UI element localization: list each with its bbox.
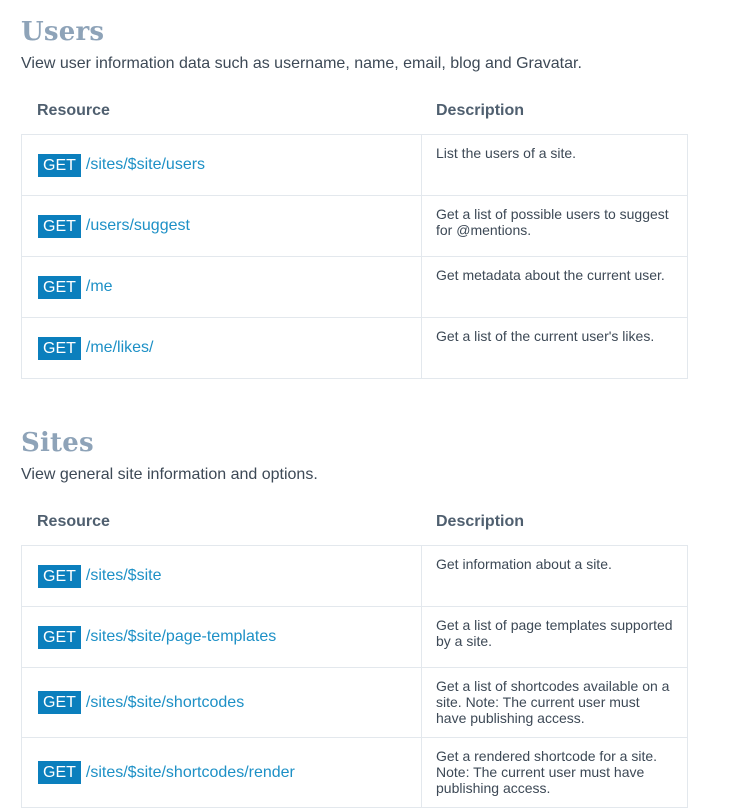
resource-cell: [22, 668, 422, 738]
sites-endpoints-table: [21, 545, 688, 808]
resource-cell: [22, 135, 422, 196]
description-column-header: Description: [436, 102, 525, 119]
endpoint-description: Get a list of page templates supported by a site.: [436, 617, 673, 649]
endpoint-link[interactable]: /sites/$site/users: [85, 156, 206, 173]
table-row: [22, 257, 688, 318]
table-row: [22, 738, 688, 808]
description-column-header: Description: [436, 513, 525, 530]
endpoint-description: Get a rendered shortcode for a site. Note: The current user must have publishing access.: [436, 748, 658, 796]
users-endpoints-table: [21, 134, 688, 379]
resource-cell: [22, 738, 422, 808]
description-cell: [422, 135, 688, 196]
resource-cell: [22, 318, 422, 379]
endpoint-description: Get a list of shortcodes available on a site. Note: The current user must have publishing access.: [436, 678, 670, 726]
description-cell: [422, 668, 688, 738]
method-badge: GET: [38, 761, 81, 784]
description-cell: [422, 738, 688, 808]
endpoint-link[interactable]: /sites/$site/shortcodes/render: [85, 763, 295, 781]
description-cell: [422, 257, 688, 318]
users-section-title: Users: [21, 17, 105, 47]
table-row: [22, 546, 688, 607]
endpoint-description: Get metadata about the current user.: [436, 267, 665, 283]
method-badge: GET: [38, 626, 81, 649]
description-cell: [422, 318, 688, 379]
description-cell: [422, 607, 688, 668]
method-badge: GET: [38, 565, 81, 588]
table-row: [22, 668, 688, 738]
description-cell: [422, 196, 688, 257]
description-cell: [422, 546, 688, 607]
resource-cell: [22, 546, 422, 607]
users-section: [21, 15, 687, 379]
sites-table-header: [21, 503, 687, 545]
endpoint-description: Get information about a site.: [436, 556, 612, 572]
table-row: [22, 607, 688, 668]
resource-cell: [22, 257, 422, 318]
method-badge: GET: [38, 691, 81, 714]
users-section-description: View user information data such as username, name, email, blog and Gravatar.: [21, 55, 582, 72]
method-badge: GET: [38, 337, 81, 360]
users-table-header: [21, 92, 687, 134]
endpoint-description: Get a list of the current user's likes.: [436, 328, 655, 344]
endpoint-link[interactable]: /me/likes/: [85, 339, 154, 356]
sites-section-description: View general site information and options.: [21, 466, 318, 483]
endpoint-link[interactable]: /me: [85, 278, 113, 295]
method-badge: GET: [38, 154, 81, 177]
endpoint-link[interactable]: /sites/$site/page-templates: [85, 628, 277, 645]
endpoint-description: List the users of a site.: [436, 145, 577, 161]
endpoint-link[interactable]: /users/suggest: [85, 217, 190, 234]
endpoint-description: Get a list of possible users to suggest for @mentions.: [436, 206, 669, 238]
sites-section-title: Sites: [21, 428, 94, 458]
sites-section: [21, 426, 687, 808]
resource-column-header: Resource: [37, 102, 110, 119]
resource-column-header: Resource: [37, 513, 110, 530]
table-row: [22, 196, 688, 257]
endpoint-link[interactable]: /sites/$site: [85, 567, 162, 584]
resource-cell: [22, 196, 422, 257]
method-badge: GET: [38, 215, 81, 238]
resource-cell: [22, 607, 422, 668]
endpoint-link[interactable]: /sites/$site/shortcodes: [85, 693, 245, 711]
method-badge: GET: [38, 276, 81, 299]
table-row: [22, 318, 688, 379]
table-row: [22, 135, 688, 196]
